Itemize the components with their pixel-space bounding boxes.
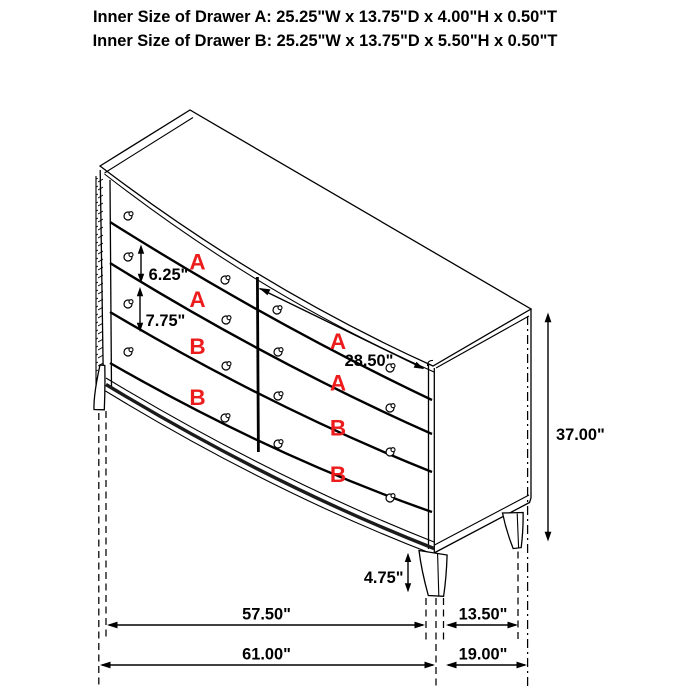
dim-label-leg-span-width: 57.50" xyxy=(242,605,291,624)
front-center-leg xyxy=(419,551,447,597)
bottom-molding xyxy=(106,385,434,549)
dim-label-drawer-front-width: 28.50" xyxy=(344,352,394,370)
drawer-label-left-row1: A xyxy=(189,249,206,275)
divider-row1-row2 xyxy=(110,222,432,400)
dim-label-leg-height: 4.75" xyxy=(363,569,404,587)
divider-row4-rail xyxy=(110,363,432,512)
drawer-label-left-row2: A xyxy=(189,287,206,312)
dresser-drawing xyxy=(94,110,531,596)
dim-label-overall-width: 61.00" xyxy=(242,645,291,664)
drawer-label-right-row4: B xyxy=(329,462,347,487)
dim-label-drawer-a-front-height: 6.25" xyxy=(148,266,189,284)
drawer-label-left-row3: B xyxy=(189,334,206,359)
drawer-label-right-row2: A xyxy=(329,370,347,396)
back-right-leg xyxy=(503,513,524,549)
dim-label-overall-depth: 19.00" xyxy=(458,645,508,664)
title-drawer-b-size: Inner Size of Drawer B: 25.25"W x 13.75"D x 5.50"H x 0.50"T xyxy=(92,32,558,50)
dim-label-drawer-b-front-height: 7.75" xyxy=(145,312,186,330)
divider-row3-row4 xyxy=(110,312,432,472)
title-drawer-a-size: Inner Size of Drawer A: 25.25"W x 13.75"D x 4.00"H x 0.50"T xyxy=(92,8,558,26)
drawer-label-left-row4: B xyxy=(189,385,206,410)
drawer-label-right-row3: B xyxy=(329,415,347,441)
extension-lines xyxy=(99,316,528,688)
center-stile xyxy=(257,277,258,452)
dim-label-leg-span-depth: 13.50" xyxy=(458,605,508,624)
dim-label-overall-height: 37.00" xyxy=(556,426,605,444)
drawer-label-right-row1: A xyxy=(329,329,347,354)
